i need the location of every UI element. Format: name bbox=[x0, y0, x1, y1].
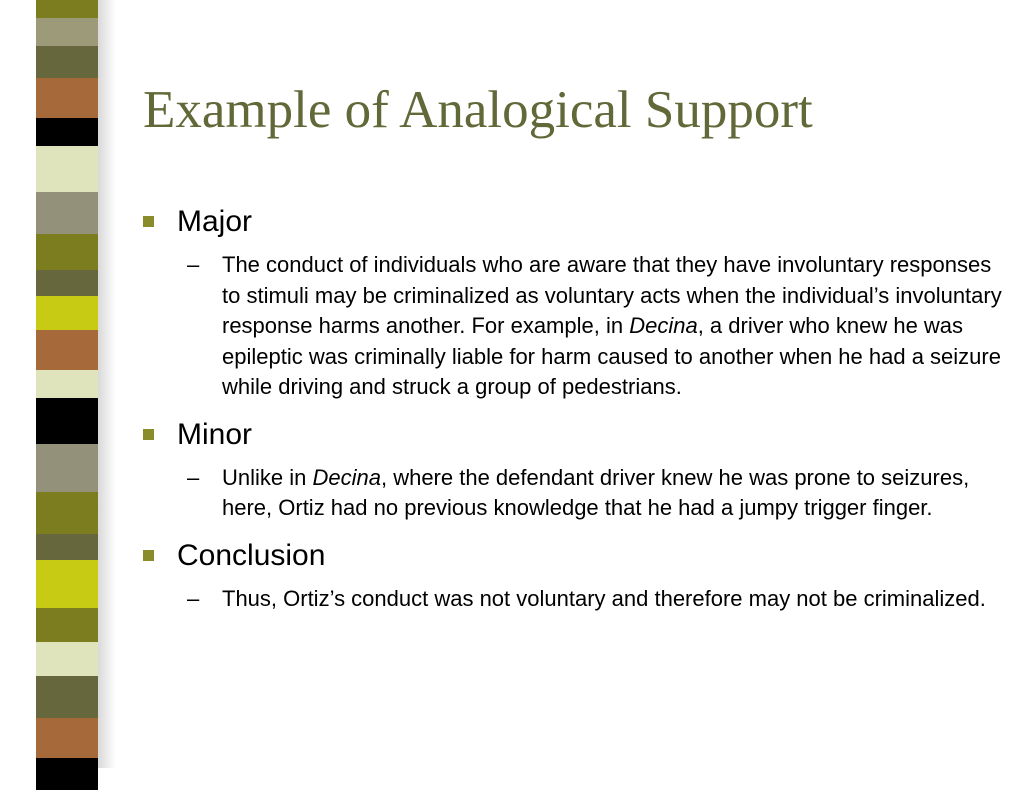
sub-bullet-text bbox=[222, 250, 1003, 403]
bullet-list bbox=[143, 202, 1003, 614]
stripe-segment bbox=[36, 534, 98, 560]
text-segment: The conduct of individuals who are aware that they have involuntary responses to stimuli may be criminalized as voluntary acts when the individual’s involuntary response harms another. For example, in bbox=[222, 252, 1002, 338]
stripe-segment bbox=[36, 398, 98, 444]
stripe-segment bbox=[36, 642, 98, 676]
bullet-major bbox=[143, 202, 1003, 403]
sub-bullet-text bbox=[222, 584, 1003, 615]
bullet-heading: Conclusion bbox=[177, 538, 326, 572]
stripe-segment bbox=[36, 444, 98, 492]
bullet-minor bbox=[143, 415, 1003, 524]
stripe-segment bbox=[36, 370, 98, 398]
dash-icon: – bbox=[187, 585, 200, 611]
stripe-segment bbox=[36, 234, 98, 270]
stripe-segment bbox=[36, 118, 98, 146]
sub-bullet-text bbox=[222, 463, 1003, 524]
stripe-segment bbox=[36, 296, 98, 330]
stripe-shadow bbox=[98, 0, 116, 768]
stripe-segment bbox=[36, 758, 98, 790]
stripe-segment bbox=[36, 676, 98, 718]
text-segment: , a driver who knew he was epileptic was criminally liable for harm caused to another when he had a seizure while driving and struck a group of pedestrians. bbox=[222, 313, 1001, 399]
square-bullet-icon bbox=[143, 429, 154, 440]
decorative-stripe-bar bbox=[36, 0, 98, 768]
stripe-segment bbox=[36, 270, 98, 296]
text-segment: Thus, Ortiz’s conduct was not voluntary and therefore may not be criminalized. bbox=[222, 585, 986, 611]
stripe-segment bbox=[36, 18, 98, 46]
stripe-segment bbox=[36, 146, 98, 192]
dash-icon: – bbox=[187, 464, 200, 490]
text-segment: Unlike in bbox=[222, 464, 313, 490]
case-name-italic: Decina bbox=[312, 464, 381, 490]
sub-bullet bbox=[187, 250, 1003, 403]
stripe-segment bbox=[36, 192, 98, 234]
dash-icon: – bbox=[187, 252, 200, 277]
sub-bullet bbox=[187, 584, 1003, 615]
text-segment: , where the defendant driver knew he was prone to seizures, here, Ortiz had no previous knowledge that he had a jumpy trigger finger. bbox=[222, 464, 970, 520]
bullet-heading: Minor bbox=[177, 417, 253, 451]
stripe-segment bbox=[36, 718, 98, 758]
slide-title: Example of Analogical Support bbox=[143, 81, 813, 139]
stripe-segment bbox=[36, 492, 98, 534]
square-bullet-icon bbox=[143, 216, 154, 227]
bullet-heading: Major bbox=[177, 205, 253, 238]
sub-bullet bbox=[187, 463, 1003, 524]
stripe-segment bbox=[36, 608, 98, 642]
stripe-segment bbox=[36, 46, 98, 78]
stripe-segment bbox=[36, 330, 98, 370]
stripe-segment bbox=[36, 0, 98, 18]
stripe-segment bbox=[36, 78, 98, 118]
bullet-conclusion bbox=[143, 536, 1003, 615]
square-bullet-icon bbox=[143, 550, 154, 561]
stripe-segment bbox=[36, 560, 98, 608]
case-name-italic: Decina bbox=[629, 313, 698, 338]
